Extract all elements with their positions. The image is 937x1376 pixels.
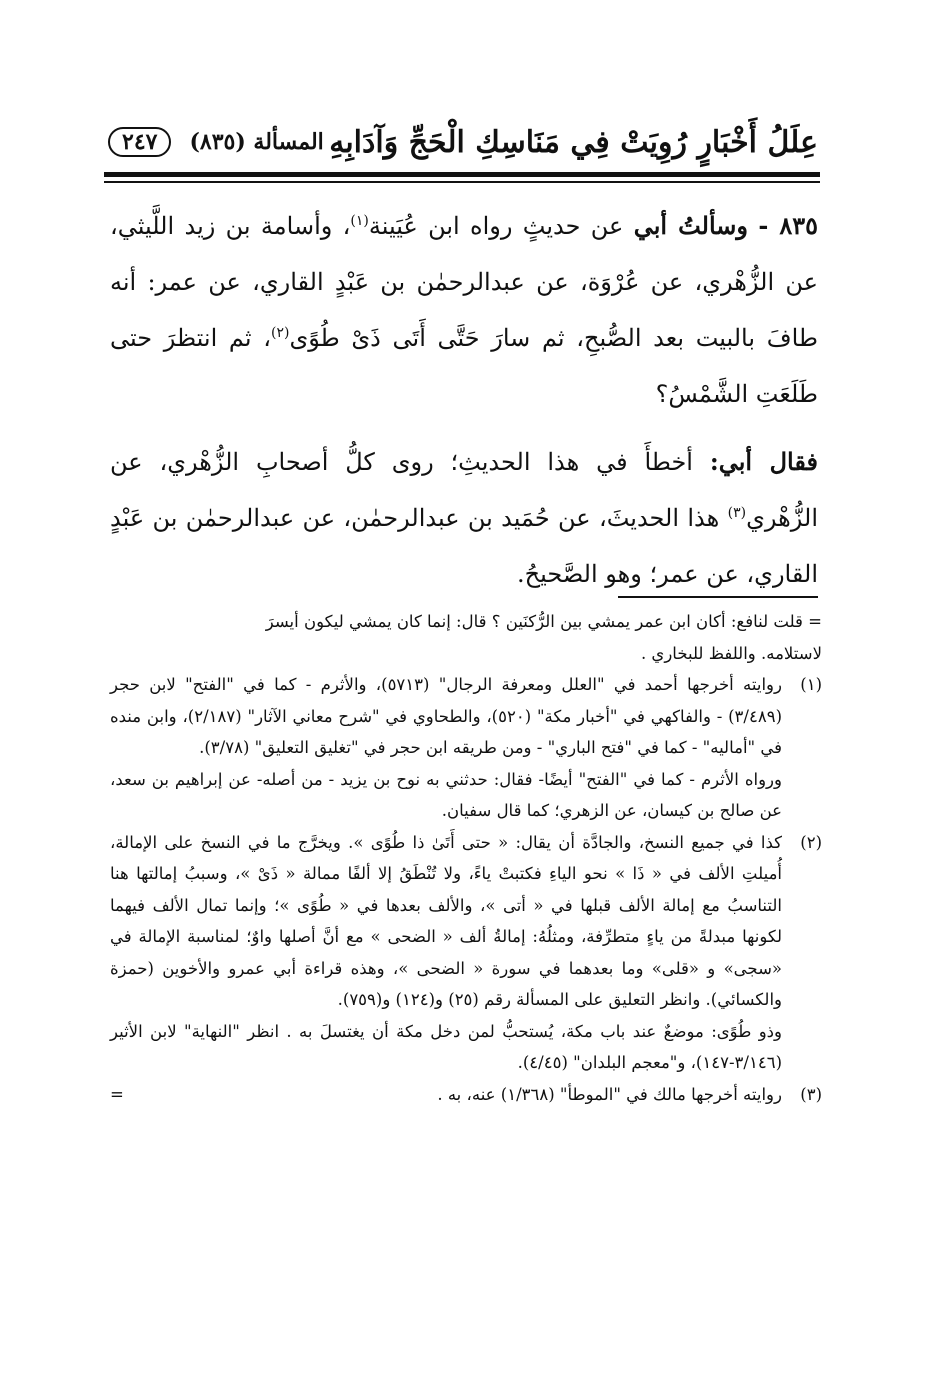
page-number: ٢٤٧ xyxy=(108,127,171,157)
footnote-2 xyxy=(110,827,822,1079)
footnote-separator xyxy=(618,596,818,598)
question-text-1: عن حديثٍ رواه ابن عُيَينة xyxy=(368,212,624,240)
footnote-3-number: (٣) xyxy=(800,1084,822,1104)
footnotes xyxy=(110,606,822,1110)
answer-text-1: أخطأَ في هذا الحديثِ؛ روى كلُّ أصحابِ الزُّهْري، عن الزُّهْري xyxy=(110,448,818,532)
masala-label: المسألة (٨٣٥) xyxy=(189,129,324,155)
continuation-line-1: = قلت لنافع: أكان ابن عمر يمشي بين الرُّكنَين ؟ قال: إنما كان يمشي ليكون أيسرَ xyxy=(265,612,822,631)
footnote-continuation xyxy=(110,606,822,669)
answer-text-2: هذا الحديثَ، عن حُمَيد بن عبدالرحمٰن، عن عبدالرحمٰن بن عَبْدٍ القاري، عن عمر؛ وهو الصَّحيحُ. xyxy=(110,504,818,588)
footnote-1-para-2: ورواه الأثرم - كما في "الفتح" أيضًا- فقال: حدثني به نوح بن يزيد - من أصله- عن إبراهيم بن سعد، عن صالح بن كيسان، عن الزهري؛ كما قال سفيان. xyxy=(110,769,782,820)
footnote-2-para-2: وذو طُوًى: موضعٌ عند باب مكة، يُستحبُّ لمن دخل مكة أن يغتسلَ به . انظر "النهاية" لابن الأثير (٣/١٤٦-١٤٧)، و"معجم البلدان" (٤/٤٥). xyxy=(110,1021,782,1072)
question-number: ٨٣٥ - xyxy=(758,211,818,240)
footnote-2-para-1: كذا في جميع النسخ، والجادَّة أن يقال: « حتى أَتَىٰ ذا طُوًى ». ويخرَّج ما في النسخ على الإمالة، أُميلتِ الألف في « ذَا » نحو الياءِ فكتبتْ ياءً، ولا تُنْطَقُ إلا ألفًا ممالة « ذَىْ »، وسببُ إمالتها هنا التناسبُ مع إمالة الألف قبلها في « أتى »، والألف بعدها في « طُوًى »؛ وإنما تمال الألف فيهما لكونها مبدلةً من ياءٍ متطرِّفة، ومثلُهُ: إمالةُ ألف « الضحى » مع أنَّ أصلها واوٌ؛ لمناسبة الإمالة في «سجى» و «قلى» وما بعدهما في سورة « الضحى »، وهذه قراءة أبي عمرو والأخوين (حمزة والكسائي). وانظر التعليق على المسألة رقم (٢٥) و(١٢٤) و(٧٥٩). xyxy=(110,832,782,1009)
footnote-3 xyxy=(110,1079,822,1111)
footnote-1-para-1: روايته أخرجها أحمد في "العلل ومعرفة الرجال" (٥٧١٣)، والأثرم - كما في "الفتح" لابن حجر (٣/٤٨٩) - والفاكهي في "أخبار مكة" (٥٢٠)، والطحاوي في "شرح معاني الآثار" (٢/١٨٧)، وابن منده في "أماليه" - كما في "فتح الباري" - ومن طريقه ابن حجر في "تغليق التعليق" (٣/٧٨). xyxy=(110,675,782,757)
main-text xyxy=(110,198,818,602)
book-title: عِلَلُ أَخْبَارٍ رُوِيَتْ فِي مَنَاسِكِ الْحَجِّ وَآدَابِهِ xyxy=(329,124,818,160)
continuation-line-2: لاستلامه. واللفظ للبخاري . xyxy=(640,643,822,663)
question-paragraph xyxy=(110,198,818,422)
footnote-1 xyxy=(110,669,822,827)
header-rule-thin xyxy=(104,181,820,183)
answer-paragraph xyxy=(110,434,818,602)
question-text-3: ، ثم انتظرَ حتى طَلَعَتِ الشَّمْسُ؟ xyxy=(110,324,818,408)
continuation-mark: = xyxy=(110,1084,124,1104)
footnote-ref-3[interactable]: (٣) xyxy=(727,505,747,521)
footnote-ref-1[interactable]: (١) xyxy=(350,213,369,229)
answer-lead: فقال أبي: xyxy=(709,447,818,476)
footnote-3-text: روايته أخرجها مالك في "الموطأ" (١/٣٦٨) عنه، به . xyxy=(437,1084,782,1104)
question-lead: وسألتُ أبي xyxy=(633,211,748,240)
footnote-ref-2[interactable]: (٢) xyxy=(270,325,290,341)
footnote-2-number: (٢) xyxy=(800,832,822,852)
header-rule-thick xyxy=(104,172,820,177)
footnote-1-number: (١) xyxy=(800,675,822,694)
page-header xyxy=(108,118,818,166)
question-text-2: ، وأسامة بن زيد اللَّيثي، عن الزُّهْري، عن عُرْوَة، عن عبدالرحمٰن بن عَبْدٍ القاري، عن عمر: أنه طافَ بالبيت بعد الصُّبحِ، ثم سارَ حَتَّى أَتَى ذَىْ طُوًى xyxy=(110,212,819,352)
